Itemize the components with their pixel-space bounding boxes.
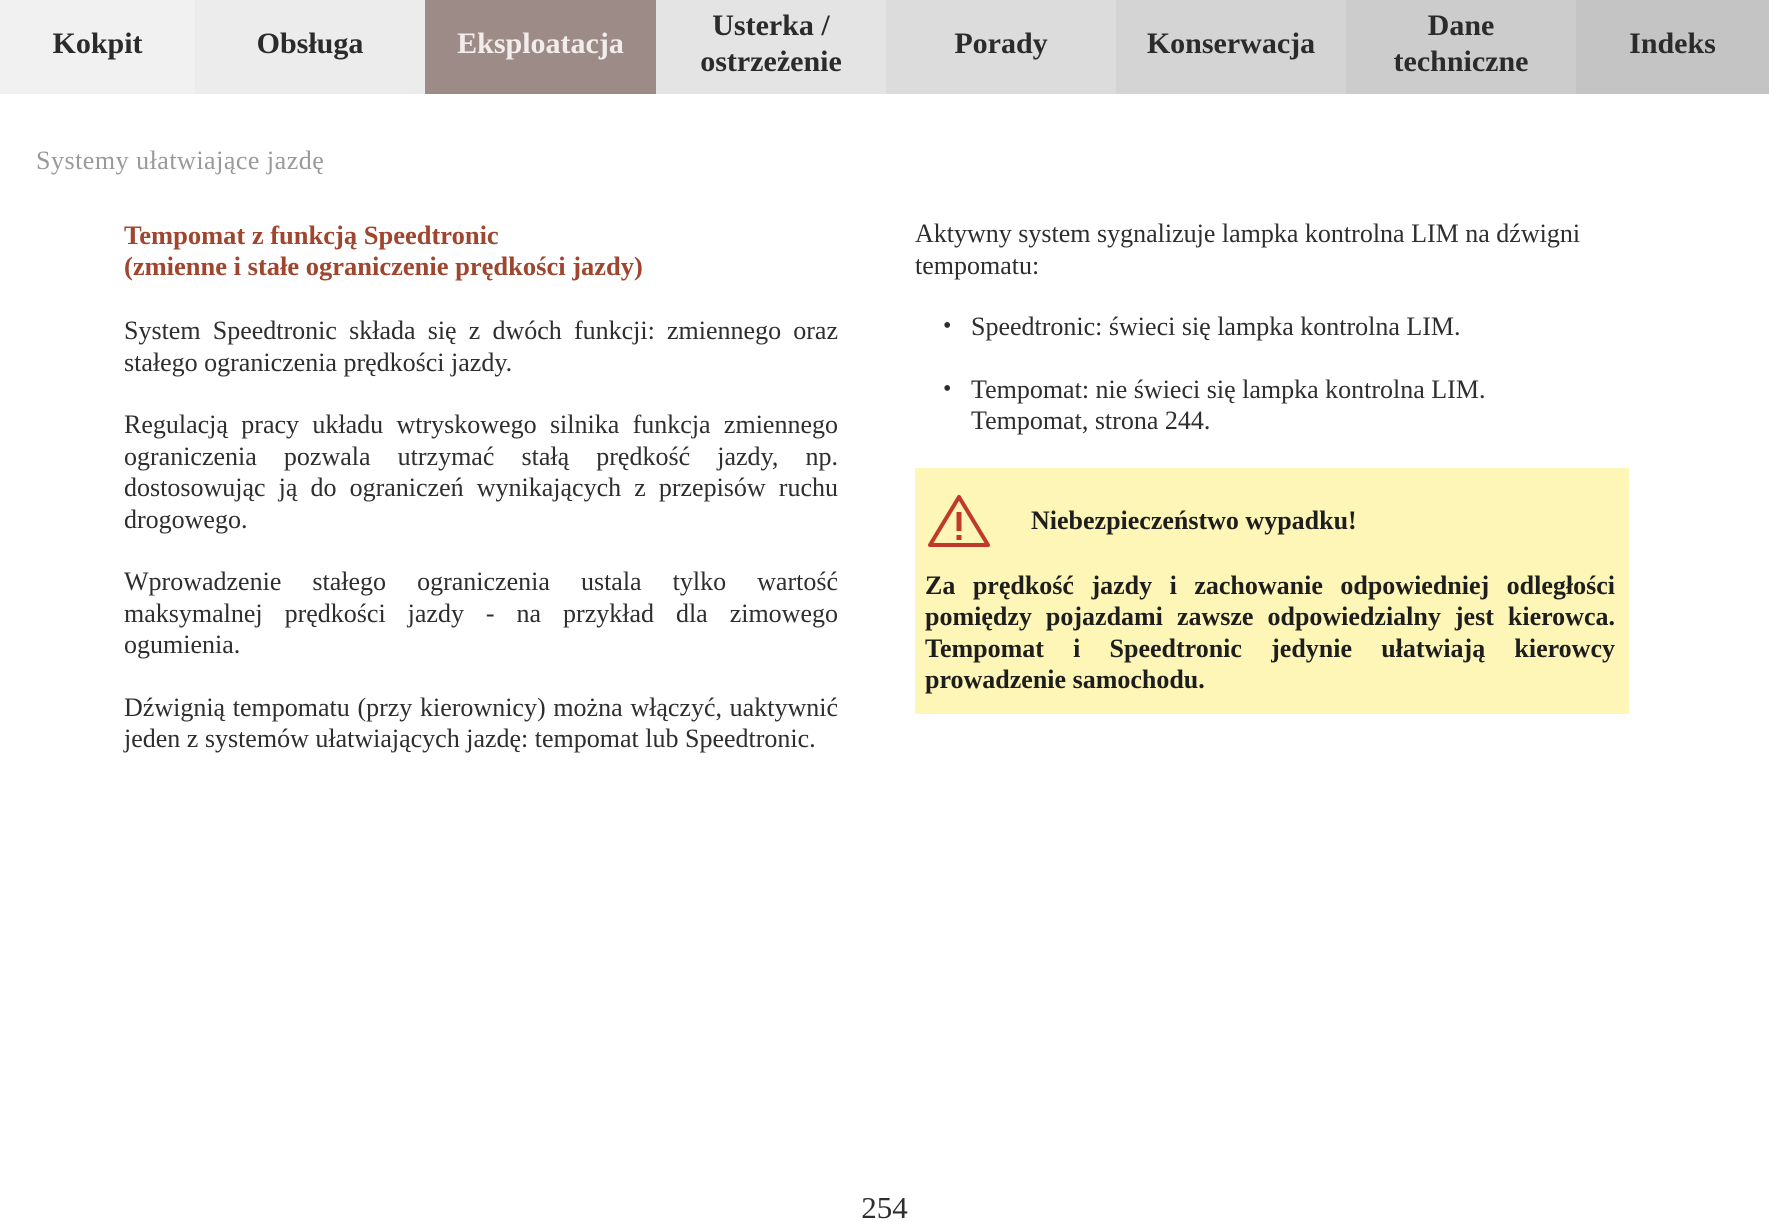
tab-obsluga[interactable] (195, 0, 425, 94)
tab-usterka-ostrzezenie[interactable] (656, 0, 886, 94)
warning-text: Za prędkość jazdy i zachowanie odpowiedniej odległości pomiędzy pojazdami zawsze odpowiedzialny jest kierowca. Tempomat i Speedtronic jedynie ułatwiają kierowcy prowadzenie samochodu. (925, 570, 1615, 694)
tab-label: Porady (954, 27, 1048, 60)
warning-box (915, 468, 1629, 714)
warning-triangle-icon (927, 494, 991, 548)
left-column (124, 220, 838, 786)
paragraph-3: Wprowadzenie stałego ograniczenia ustala tylko wartość maksymalnej prędkości jazdy - na przykład dla zimowego ogumienia. (124, 567, 838, 659)
tab-label: Eksploatacja (457, 27, 624, 60)
paragraph-1: System Speedtronic składa się z dwóch funkcji: zmiennego oraz stałego ograniczenia prędkości jazdy. (124, 316, 838, 377)
tab-porady[interactable] (886, 0, 1116, 94)
warning-header (925, 494, 1615, 548)
tab-label: Indeks (1629, 27, 1716, 60)
tab-eksploatacja[interactable] (425, 0, 656, 94)
warning-title: Niebezpieczeństwo wypadku! (1031, 505, 1357, 535)
tab-label: Obsługa (256, 27, 364, 60)
page-number: 254 (861, 1190, 908, 1224)
tab-label: Dane techniczne (1393, 9, 1529, 78)
tab-label: Konserwacja (1146, 27, 1316, 60)
section-title: Systemy ułatwiające jazdę (36, 146, 325, 175)
indicator-intro: Aktywny system sygnalizuje lampka kontrolna LIM na dźwigni tempomatu: (915, 219, 1581, 280)
article-heading (124, 220, 838, 282)
indicator-list (943, 311, 1629, 437)
tab-indeks[interactable] (1576, 0, 1769, 94)
list-item (943, 374, 1629, 437)
paragraph-2: Regulacją pracy układu wtryskowego silnika funkcja zmiennego ograniczenia pozwala utrzymać stałą prędkość jazdy, np. dostosowując ją do ograniczeń wynikających z przepisów ruchu drogowego. (124, 410, 838, 534)
tab-label: Usterka / ostrzeżenie (700, 9, 842, 78)
tab-kokpit[interactable] (0, 0, 195, 94)
tab-dane-techniczne[interactable] (1346, 0, 1576, 94)
bullet-text: • Speedtronic: świeci się lampka kontrolna LIM. (971, 312, 1461, 341)
tab-label: Kokpit (52, 27, 143, 60)
bullet-text: • Tempomat: nie świeci się lampka kontrolna LIM. (971, 374, 1486, 404)
cross-reference: Tempomat, strona 244. (971, 406, 1211, 435)
right-column (915, 218, 1629, 714)
tab-konserwacja[interactable] (1116, 0, 1346, 94)
paragraph-4: Dźwignią tempomatu (przy kierownicy) można włączyć, uaktywnić jeden z systemów ułatwiających jazdę: tempomat lub Speedtronic. (124, 692, 838, 753)
heading-line-1: Tempomat z funkcją Speedtronic (124, 220, 499, 250)
chapter-tab-bar (0, 0, 1769, 94)
heading-line-2: (zmienne i stałe ograniczenie prędkości jazdy) (124, 251, 643, 281)
list-item (943, 311, 1629, 343)
